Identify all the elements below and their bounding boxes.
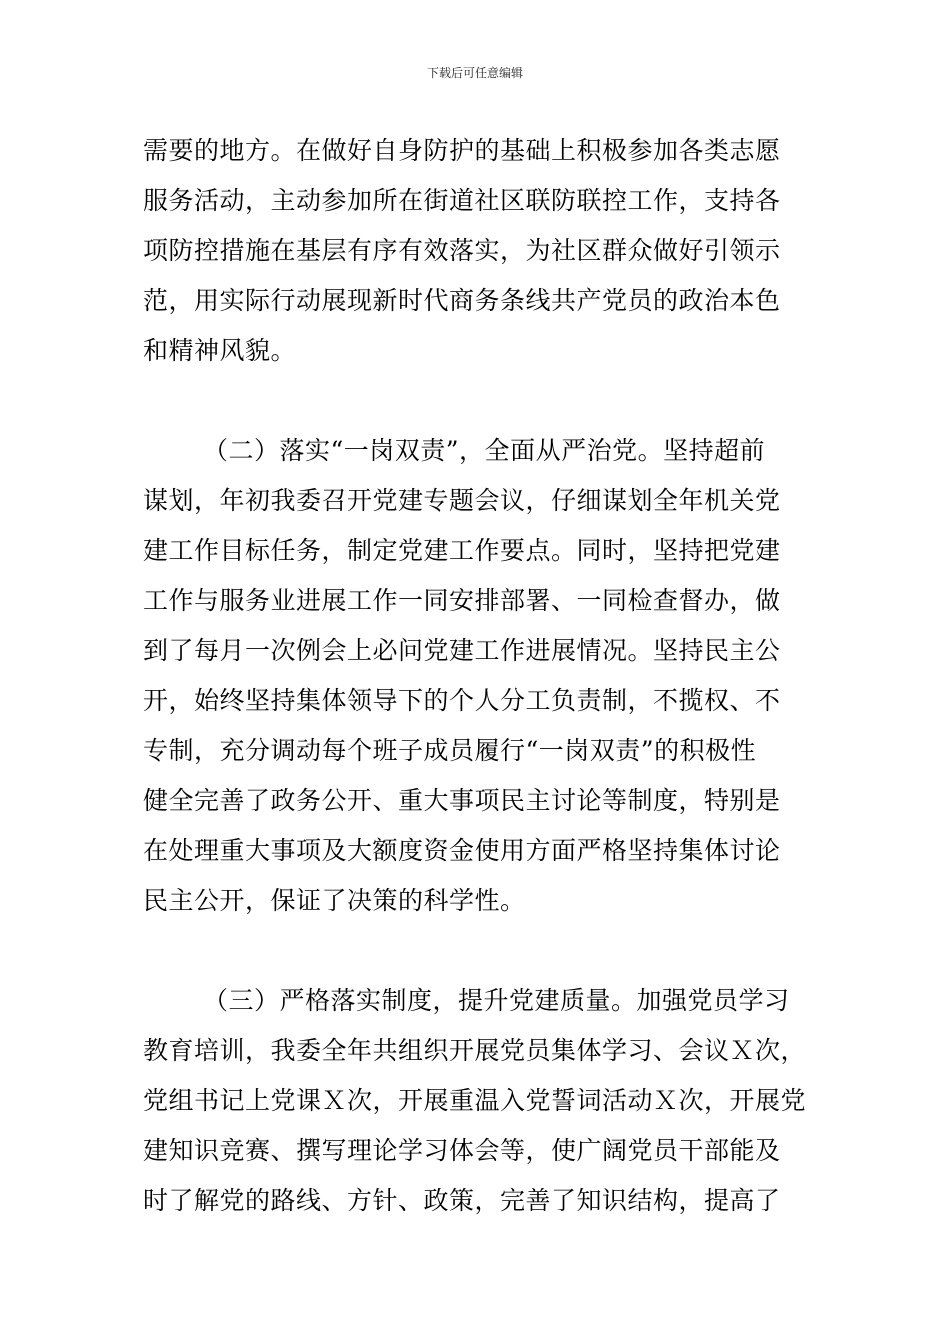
text-line: 专制，充分调动每个班子成员履行“一岗双责”的积极性 <box>143 736 757 765</box>
text-line: 谋划，年初我委召开党建专题会议，仔细谋划全年机关党 <box>143 486 781 515</box>
paragraph-continued <box>143 126 811 376</box>
text-line: 民主公开，保证了决策的科学性。 <box>143 886 526 915</box>
text-line: 教育培训，我委全年共组织开展党员集体学习、会议Ｘ次， <box>143 1036 807 1065</box>
text-line: 健全完善了政务公开、重大事项民主讨论等制度，特别是 <box>143 786 781 815</box>
paragraph-section-two <box>143 426 811 926</box>
text-line: 需要的地方。在做好自身防护的基础上积极参加各类志愿 <box>143 136 781 165</box>
text-line: 服务活动，主动参加所在街道社区联防联控工作，支持各 <box>143 186 781 215</box>
text-line: 在处理重大事项及大额度资金使用方面严格坚持集体讨论 <box>143 836 781 865</box>
text-line: （二）落实“一岗双责”，全面从严治党。坚持超前 <box>203 436 766 465</box>
text-line: （三）严格落实制度，提升党建质量。加强党员学习 <box>203 986 790 1015</box>
text-line: 项防控措施在基层有序有效落实，为社区群众做好引领示 <box>143 236 781 265</box>
text-line: 建工作目标任务，制定党建工作要点。同时，坚持把党建 <box>143 536 781 565</box>
text-line: 党组书记上党课Ｘ次，开展重温入党誓词活动Ｘ次，开展党 <box>143 1086 807 1115</box>
paragraph-section-three <box>143 976 811 1226</box>
text-line: 时了解党的路线、方针、政策，完善了知识结构，提高了 <box>143 1186 781 1215</box>
document-body <box>143 126 811 1226</box>
paragraph-spacer <box>143 926 811 976</box>
text-line: 范，用实际行动展现新时代商务条线共产党员的政治本色 <box>143 286 781 315</box>
text-line: 和精神风貌。 <box>143 336 297 365</box>
text-line: 开，始终坚持集体领导下的个人分工负责制，不揽权、不 <box>143 686 781 715</box>
text-line: 到了每月一次例会上必问党建工作进展情况。坚持民主公 <box>143 636 781 665</box>
text-line: 建知识竞赛、撰写理论学习体会等，使广阔党员干部能及 <box>143 1136 781 1165</box>
paragraph-spacer <box>143 376 811 426</box>
page-header: 下载后可任意编辑 <box>426 66 523 80</box>
text-line: 工作与服务业进展工作一同安排部署、一同检查督办，做 <box>143 586 781 615</box>
